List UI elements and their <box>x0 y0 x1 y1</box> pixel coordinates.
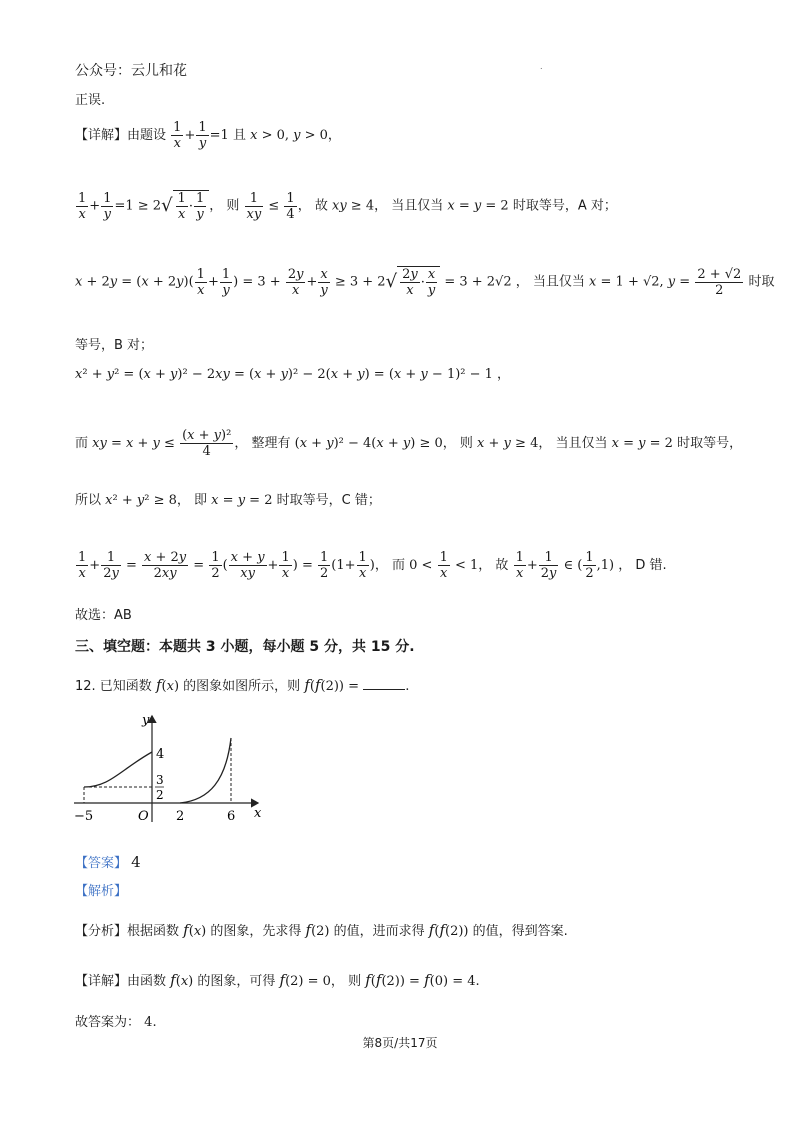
option-b-end: 等号，B 对； <box>75 338 154 353</box>
account-header: 公众号：云儿和花 <box>75 63 187 79</box>
option-c-text: 所以 <box>75 493 102 508</box>
x-axis-label: x <box>254 806 262 821</box>
fenxi-text: 根据函数 <box>127 924 180 939</box>
tick-label: 2 <box>156 788 164 802</box>
xiangjie-text: 的图象，可得 <box>197 974 276 989</box>
xiangjie-end: . <box>475 974 480 989</box>
tick-label: −5 <box>74 809 94 824</box>
xiangjie-label: 【详解】 <box>75 974 128 989</box>
final-text: 故答案为： <box>75 1015 141 1030</box>
detail-line-1: 【详解】由题设 $\frac{1}{x}$ + $\frac{1}{y}$ =1 且 x > 0, y > 0， <box>75 120 341 151</box>
option-c-line-2: 而 xy = x + y ≤ $\frac{\text{(x + y)²}}{4}$ ， 整理有 (x + y)² − 4(x + y) ≥ 0， 则 x + y ≥ 4， 当且仅当 x = y = 2 时取等号， <box>75 428 743 459</box>
xiangjie-text: 由函数 <box>127 974 167 989</box>
detail-label: 【详解】 <box>75 128 128 143</box>
math-expr: x <box>250 128 258 143</box>
option-a-text: 故 <box>314 198 328 214</box>
question-number: 12. 已知函数 <box>75 679 152 694</box>
detail-text: 由题设 <box>127 128 167 143</box>
question-12: 12. 已知函数 f(x) 的图象如图所示，则 f(f(2)) = . <box>75 676 410 694</box>
option-c-text: 即 <box>194 493 208 508</box>
question-text: 的图象如图所示，则 <box>183 679 301 694</box>
tick-label: 6 <box>227 809 236 824</box>
detail-text: 且 <box>232 128 246 143</box>
final-end: . <box>152 1015 157 1030</box>
origin-label: O <box>138 809 149 824</box>
option-d-text: 而 <box>392 558 406 573</box>
option-b-text: 当且仅当 <box>532 274 585 290</box>
tick-label: 2 <box>176 809 185 824</box>
option-b-line: x + 2y = (x + 2y)( $\frac{1}{x}$ + $\frac{1}{y}$ ) = 3 + $\frac{2y}{x}$ + $\frac{x}{y}$ ≥ 3 + 2√ $\frac{2y}{x}$ · $\frac{x}{y}$ = 3 + 2√2 ， 当且仅当 x = 1 + √2, y = $\frac{2 + √2}{2}$ 时取 <box>75 266 775 298</box>
option-c-text: 时取等号，C 错； <box>276 493 381 508</box>
choice-line: 故选：AB <box>75 608 132 623</box>
fenxi-line: 【分析】根据函数 f(x) 的图象，先求得 f(2) 的值，进而求得 f(f(2)) 的值，得到答案. <box>75 921 568 939</box>
final-answer-line <box>75 1014 157 1032</box>
function-graph <box>70 710 270 830</box>
tick-label: 4 <box>156 747 165 762</box>
option-d-text: 故 <box>495 558 509 573</box>
option-a-text: 时取等号，A 对； <box>512 198 617 214</box>
fenxi-text: 的值，进而求得 <box>333 924 425 939</box>
xiangjie-line: 【详解】由函数 f(x) 的图象，可得 f(2) = 0， 则 f(f(2)) = f(0) = 4. <box>75 971 480 989</box>
dot-mark: . <box>540 62 543 71</box>
answer-line <box>75 853 141 873</box>
xiangjie-text: 则 <box>348 974 362 989</box>
answer-value: 4 <box>131 853 141 871</box>
y-axis-label: y <box>142 713 150 728</box>
section-title: 三、填空题：本题共 3 小题，每小题 5 分，共 15 分. <box>75 639 415 655</box>
option-c-text: 而 <box>75 436 89 451</box>
left-curve <box>84 752 152 787</box>
fenxi-text: 的值，得到答案. <box>472 924 568 939</box>
math-fraction: $\frac{1}{x}$ <box>173 120 182 151</box>
option-c-text: 则 <box>459 436 473 451</box>
question-end: . <box>405 679 410 694</box>
paragraph-end: 正误. <box>75 93 106 108</box>
option-d-line: $\frac{1}{x}$ + $\frac{1}{2y}$ = $\frac{x + 2y}{2xy}$ = $\frac{1}{2}$ ( $\frac{x + y}{xy}$ + $\frac{1}{x}$ ) = $\frac{1}{2}$ (1+ $\frac{1}{x}$ )， 而 0 < $\frac{1}{x}$ < 1， 故 $\frac{1}{x}$ + $\frac{1}{2y}$ ∈ ( $\frac{1}{2}$ ,1) ， D 错. <box>78 550 667 581</box>
option-c-line-1: x² + y² = (x + y)² − 2xy = (x + y)² − 2(x + y) = (x + y − 1)² − 1 ， <box>75 367 511 382</box>
page-footer: 第8页/共17页 <box>362 1036 438 1050</box>
option-a-line: $\frac{1}{x}$ + $\frac{1}{y}$ =1 ≥ 2√ $\frac{1}{x}$ · $\frac{1}{y}$ ， 则 $\frac{1}{xy}$ ≤ $\frac{1}{4}$ ， 故 xy ≥ 4， 当且仅当 x = y = 2 时取等号，A 对； <box>78 190 617 222</box>
answer-blank <box>363 677 405 690</box>
option-c-text: 当且仅当 <box>555 436 608 451</box>
tick-label: 3 <box>156 773 164 787</box>
fenxi-text: 的图象，先求得 <box>210 924 302 939</box>
option-c-line-3: 所以 x² + y² ≥ 8， 即 x = y = 2 时取等号，C 错； <box>75 493 381 508</box>
fenxi-label: 【分析】 <box>75 924 128 939</box>
final-value: 4 <box>144 1015 153 1030</box>
option-a-text: 当且仅当 <box>391 198 444 214</box>
right-curve <box>180 738 231 803</box>
option-a-text: 则 <box>226 198 240 214</box>
option-d-text: D 错. <box>635 558 667 573</box>
analysis-label: 【解析】 <box>75 884 128 899</box>
math-fraction: $\frac{1}{y}$ <box>198 120 207 151</box>
option-c-text: 整理有 <box>251 436 291 451</box>
answer-label: 【答案】 <box>75 856 128 871</box>
equals-sign: = <box>348 679 360 694</box>
option-b-text: 时取 <box>748 274 775 290</box>
option-c-text: 时取等号， <box>677 436 743 451</box>
